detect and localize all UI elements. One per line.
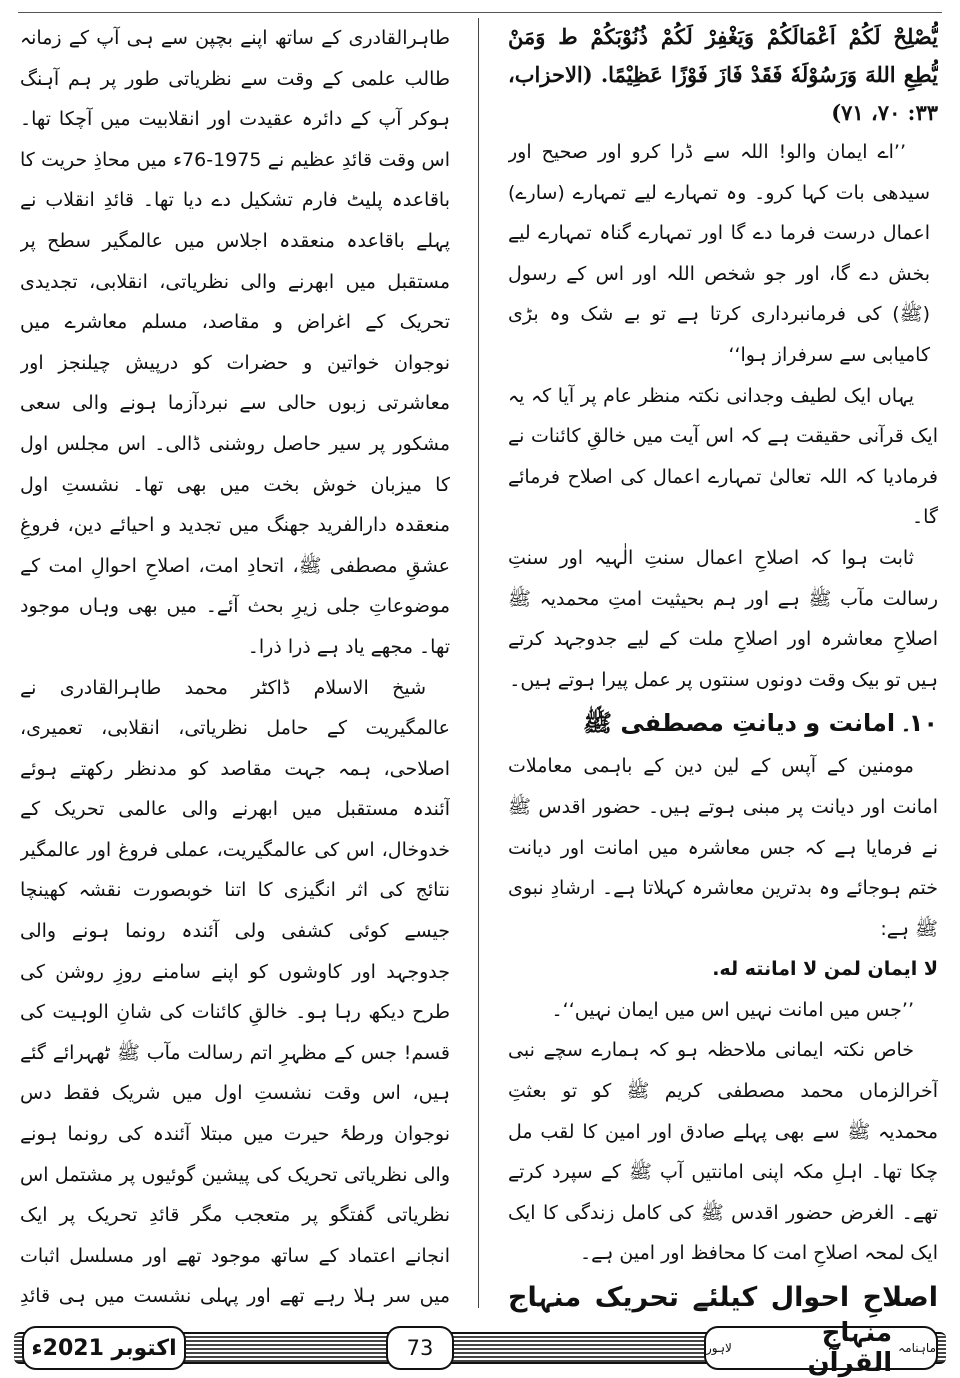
verse-translation: ’’اے ایمان والو! اللہ سے ڈرا کرو اور صحیح اور سیدھی بات کہا کرو۔ وہ تمہارے لیے تمہارے (سارے) اعمال درست فرما دے گا اور تمہارے گناہ تمہارے لیے بخش دے گا، اور جو شخص اللہ اور اس کے رسول (ﷺ) کی فرمانبرداری کرتا ہے تو بے شک وہ بڑی کامیابی سے سرفراز ہوا‘‘	[508, 141, 930, 366]
magazine-title: منہاج القرآن	[807, 1318, 893, 1378]
section-heading: اصلاحِ احوال کیلئے تحریک منہاج	[508, 1282, 938, 1314]
magazine-label: ماہنامہ	[898, 1341, 936, 1355]
paragraph: یہاں ایک لطیف وجدانی نکتہ منظر عام پر آیا کہ یہ ایک قرآنی حقیقت ہے کہ اس آیت میں خالقِ کائنات نے فرمادیا کہ اللہ تعالیٰ تمہارے اعمال کی اصلاح فرمائے گا۔	[508, 384, 938, 529]
paragraph: مومنین کے آپس کے لین دین کے باہمی معاملات امانت اور دیانت پر مبنی ہوتے ہیں۔ حضور اقدس ﷺ نے فرمایا ہے کہ جس معاشرہ میں امانت اور دیانت ختم ہوجائے وہ بدترین معاشرہ کہلاتا ہے۔ ارشادِ نبوی ﷺ ہے:	[508, 755, 938, 940]
section-heading: ۱۰۔ امانت و دیانتِ مصطفی ﷺ	[583, 709, 938, 738]
paragraph: خاص نکتہ ایمانی ملاحظہ ہو کہ ہمارے سچے نبی آخرالزماں محمد مصطفی کریم ﷺ کو تو بعثتِ محمدیہ ﷺ سے بھی پہلے صادق اور امین کا لقب مل چکا تھا۔ اہلِ مکہ اپنی امانتیں آپ ﷺ کے سپرد کرتے تھے۔ الغرض حضور اقدس ﷺ کی کامل زندگی کا ایک ایک لمحہ اصلاحِ امت کا محافظ اور امین ہے۔	[508, 1039, 938, 1265]
magazine-city: لاہور	[706, 1341, 732, 1355]
magazine-masthead	[704, 1318, 938, 1378]
right-column	[508, 18, 938, 1318]
left-column	[20, 18, 450, 1318]
paragraph: ثابت ہوا کہ اصلاحِ اعمال سنتِ الٰہیہ اور سنتِ رسالت مآب ﷺ ہے اور ہم بحیثیت امتِ محمدیہ ﷺ اصلاحِ معاشرہ اور اصلاحِ ملت کے لیے جدوجہد کرتے ہیں تو بیک وقت دونوں سنتوں پر عمل پیرا ہوتے ہیں۔	[508, 546, 938, 691]
hadith-text: لا ایمان لمن لا امانته له.	[712, 958, 938, 981]
page-number: 73	[386, 1326, 454, 1370]
hadith-translation: ’’جس میں امانت نہیں اس میں ایمان نہیں‘‘۔	[551, 998, 914, 1021]
paragraph: طاہرالقادری کے ساتھ اپنے بچپن سے ہی آپ کے زمانہ طالب علمی کے وقت سے نظریاتی طور پر ہم آہنگ ہوکر آپ کے دائرہ عقیدت اور انقلابیت میں آچکا تھا۔ اس وقت قائدِ عظیم نے 1975-76ء میں محاذِ حریت کا باقاعدہ پلیٹ فارم تشکیل دے دیا تھا۔ قائدِ انقلاب نے پہلے باقاعدہ منعقدہ اجلاس میں عالمگیر سطح پر مستقبل میں ابھرنے والی نظریاتی، انقلابی، تجدیدی تحریک کے اغراض و مقاصد، مسلم معاشرے میں نوجوان خواتین و حضرات کو درپیش چیلنجز اور معاشرتی زبوں حالی سے نبردآزما ہونے والی سعی مشکور پر سیر حاصل روشنی ڈالی۔ اس مجلس اول کا میزبان خوش بخت میں بھی تھا۔ نشستِ اول منعقدہ دارالفرید جھنگ میں تجدید و احیائے دین، فروغِ عشقِ مصطفی ﷺ، اتحادِ امت، اصلاحِ احوالِ امت کے موضوعاتِ جلی زیرِ بحث آئے۔ میں بھی وہاں موجود تھا۔ مجھے یاد ہے ذرا ذرا۔	[20, 27, 450, 658]
quranic-verse: يُّصْلِحْ لَكُمْ اَعْمَالَكُمْ وَيَغْفِرْ لَكُمْ ذُنُوْبَكُمْ ط وَمَنْ يُّطِعِ اللهَ وَرَسُوْلَهٗ فَقَدْ فَازَ فَوْزًا عَظِيْمًا. (الاحزاب، ۳۳: ۷۰، ۷۱)	[508, 24, 938, 125]
top-rule	[18, 12, 942, 13]
page-footer	[14, 1318, 946, 1378]
column-divider	[478, 18, 479, 1308]
paragraph: شیخ الاسلام ڈاکٹر محمد طاہرالقادری نے عالمگیریت کے حامل نظریاتی، انقلابی، تعمیری، اصلاحی، ہمہ جہت مقاصد کو مدنظر رکھتے ہوئے آئندہ مستقبل میں ابھرنے والی عالمی تحریک کے خدوخال، اس کی عالمگیریت، عملی فروغ اور عالمگیر نتائج کی اثر انگیزی کا اتنا خوبصورت نقشہ کھینچا جیسے کوئی کشفی ولی آئندہ رونما ہونے والی جدوجہد اور کاوشوں کو اپنے سامنے روزِ روشن کی طرح دیکھ رہا ہو۔ خالقِ کائنات کی شانِ الوہیت کی قسم! جس کے مظہرِ اتم رسالت مآب ﷺ ٹھہرائے گئے ہیں، اس وقت نشستِ اول میں شریک فقط دس نوجوان ورطۂ حیرت میں مبتلا آئندہ کی رونما ہونے والی نظریاتی تحریک کی پیشین گوئیوں پر مشتمل اس نظریاتی گفتگو پر متعجب مگر قائدِ تحریک پر ایک انجانے اعتماد کے ساتھ موجود تھے اور مسلسل اثبات میں سر ہلا رہے تھے اور پہلی نشست میں ہی قائدِ	[20, 676, 450, 1308]
issue-date: اکتوبر 2021ء	[22, 1326, 186, 1370]
